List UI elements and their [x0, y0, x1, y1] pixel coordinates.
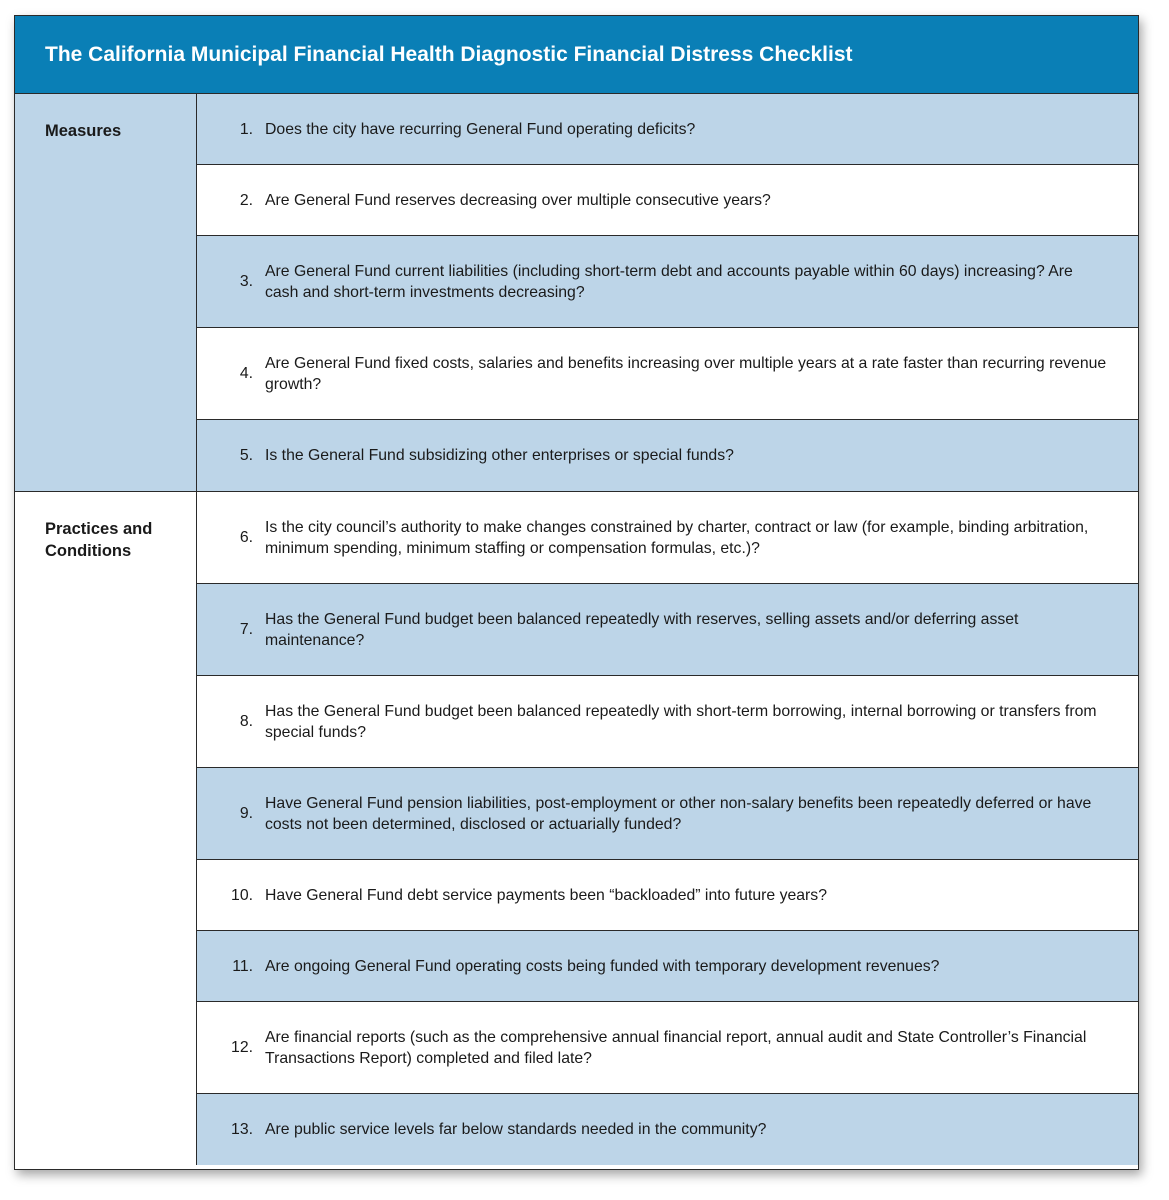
item-number: 4.: [239, 365, 253, 382]
section-label-line: Conditions: [45, 542, 132, 560]
item-question: Is the city council’s authority to make changes constrained by charter, contract or law (for example, binding arbitration, minimum spending, minimum staffing or compensation formulas, etc.)?: [265, 518, 1089, 557]
item-number: 5.: [239, 447, 253, 464]
checklist-item: [197, 420, 1138, 491]
checklist-rows: [197, 94, 1138, 491]
item-question: Does the city have recurring General Fund operating deficits?: [265, 120, 696, 138]
item-number: 13.: [231, 1121, 253, 1138]
section-practices-and-conditions: [15, 492, 1138, 1165]
item-number: 2.: [239, 191, 253, 209]
item-number: 11.: [232, 957, 253, 975]
item-question: Are public service levels far below standards needed in the community?: [265, 1121, 767, 1138]
section-label: [15, 94, 197, 491]
item-question: Have General Fund debt service payments been “backloaded” into future years?: [265, 886, 827, 904]
checklist-item: [197, 1002, 1138, 1094]
item-question: Are General Fund fixed costs, salaries and benefits increasing over multiple years at a rate faster than recurring revenue growth?: [265, 354, 1107, 393]
item-question: Are financial reports (such as the comprehensive annual financial report, annual audit and State Controller’s Financial Transactions Report) completed and filed late?: [265, 1028, 1087, 1067]
item-number: 10.: [231, 886, 253, 904]
checklist-card: [14, 15, 1139, 1170]
section-measures: [15, 94, 1138, 492]
item-question: Has the General Fund budget been balanced repeatedly with reserves, selling assets and/or deferring asset maintenance?: [265, 610, 1019, 649]
checklist-item: [197, 94, 1138, 165]
item-number: 3.: [239, 273, 253, 290]
section-label-line: Practices and: [45, 520, 153, 538]
item-number: 7.: [239, 621, 253, 638]
item-number: 6.: [239, 529, 253, 546]
item-question: Are General Fund reserves decreasing over multiple consecutive years?: [265, 191, 771, 209]
checklist-item: [197, 584, 1138, 676]
item-question: Have General Fund pension liabilities, post-employment or other non-salary benefits been repeatedly deferred or have costs not been determined, disclosed or actuarially funded?: [265, 794, 1092, 833]
checklist-rows: [197, 492, 1138, 1165]
item-question: Is the General Fund subsidizing other enterprises or special funds?: [265, 447, 734, 464]
item-question: Are General Fund current liabilities (including short-term debt and accounts payable within 60 days) increasing? Are cash and short-term investments decreasing?: [265, 262, 1073, 301]
item-question: Has the General Fund budget been balanced repeatedly with short-term borrowing, internal borrowing or transfers from special funds?: [265, 702, 1097, 741]
checklist-item: [197, 165, 1138, 236]
checklist-item: [197, 931, 1138, 1002]
checklist-item: [197, 328, 1138, 420]
item-number: 1.: [239, 120, 253, 138]
item-number: 9.: [239, 805, 253, 822]
section-label: [15, 492, 197, 1165]
checklist-title: The California Municipal Financial Health Diagnostic Financial Distress Checklist: [15, 16, 1138, 94]
checklist-item: [197, 492, 1138, 584]
checklist-item: [197, 1094, 1138, 1165]
section-label-line: Measures: [45, 122, 122, 140]
checklist-item: [197, 768, 1138, 860]
checklist-item: [197, 676, 1138, 768]
item-question: Are ongoing General Fund operating costs being funded with temporary development revenues?: [265, 957, 940, 975]
checklist-item: [197, 860, 1138, 931]
item-number: 8.: [239, 713, 253, 730]
item-number: 12.: [231, 1039, 253, 1056]
checklist-item: [197, 236, 1138, 328]
